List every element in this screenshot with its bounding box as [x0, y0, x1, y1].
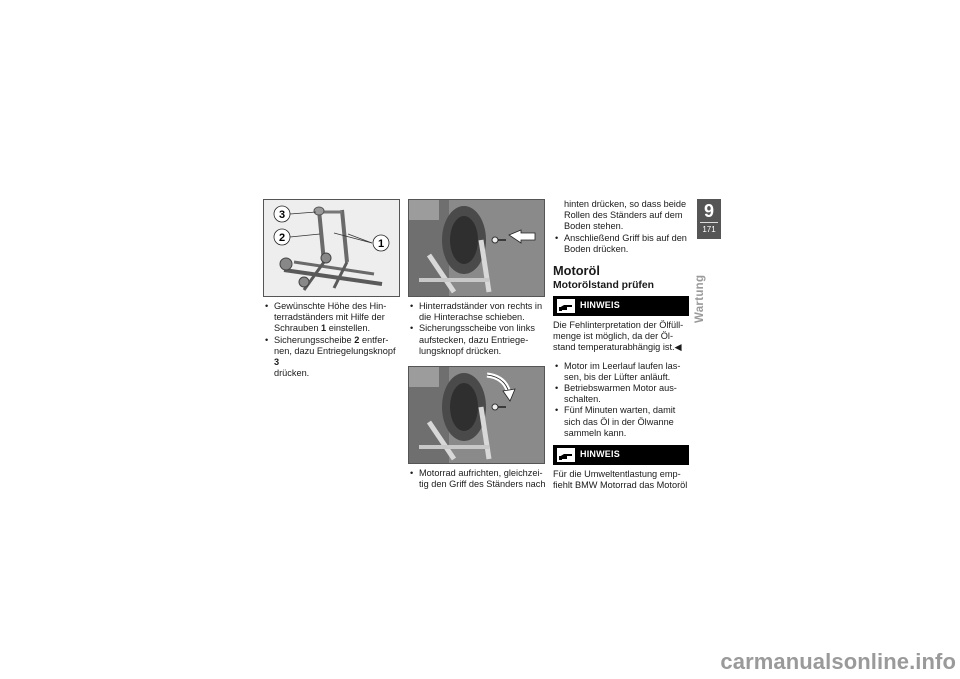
- list-item: • Sicherungsscheibe 2 entfer- nen, dazu Entriegelungsknopf 3 drücken.: [263, 335, 403, 380]
- notice-banner-2: [553, 445, 689, 465]
- list-item: • Anschließend Griff bis auf den Boden drücken.: [553, 233, 693, 255]
- rear-stand-illustration: [264, 200, 399, 296]
- pointing-hand-icon: [557, 448, 575, 462]
- list-item: • Gewünschte Höhe des Hin- terradständers mit Hilfe der Schrauben 1 einstellen.: [263, 301, 403, 335]
- column-2-text-bottom: [408, 468, 548, 490]
- callout-3: 3: [278, 209, 286, 221]
- section-heading: Motoröl: [553, 263, 600, 279]
- page-number: 171: [700, 222, 718, 235]
- list-item: • Hinterradständer von rechts in die Hinterachse schieben.: [408, 301, 548, 323]
- column-3-text: [553, 199, 693, 495]
- subsection-heading: Motorölstand prüfen: [553, 280, 655, 292]
- callout-1: 1: [377, 238, 385, 250]
- chapter-label: Wartung: [694, 274, 706, 323]
- notice-text-2: Für die Umweltentlastung emp- fiehlt BMW Motorrad das Motoröl: [553, 469, 688, 491]
- figure-stand-raising: [408, 366, 545, 464]
- list-item: • Motorrad aufrichten, gleichzei- tig den Griff des Ständers nach: [408, 468, 548, 490]
- figure-stand-insertion: [408, 199, 545, 297]
- stand-insertion-illustration: [409, 200, 544, 296]
- stand-raising-illustration: [409, 367, 544, 463]
- chapter-number: 9: [703, 201, 714, 221]
- figure-rear-stand: [263, 199, 400, 297]
- pointing-hand-icon: [557, 299, 575, 313]
- notice-text: Die Fehlinterpretation der Ölfüll- menge ist möglich, da der Öl- stand temperaturabhängig ist.◀: [553, 320, 684, 353]
- list-item: • Sicherungsscheibe von links aufstecken, dazu Entriege- lungsknopf drücken.: [408, 323, 548, 357]
- column-2-text-top: [408, 301, 548, 357]
- list-item-continued: hinten drücken, so dass beide Rollen des Ständers auf dem Boden stehen.: [564, 199, 687, 232]
- notice-banner: [553, 296, 689, 316]
- list-item: • Betriebswarmen Motor aus- schalten.: [553, 383, 693, 405]
- notice-label: HINWEIS: [580, 300, 620, 311]
- notice-label: HINWEIS: [580, 449, 620, 460]
- callout-2: 2: [278, 232, 286, 244]
- watermark: carmanualsonline.info: [720, 649, 956, 674]
- chapter-tab: [697, 199, 721, 239]
- list-item: • Motor im Leerlauf laufen las- sen, bis der Lüfter anläuft.: [553, 361, 693, 383]
- column-1-text: [263, 301, 403, 379]
- list-item: • Fünf Minuten warten, damit sich das Öl in der Ölwanne sammeln kann.: [553, 405, 693, 439]
